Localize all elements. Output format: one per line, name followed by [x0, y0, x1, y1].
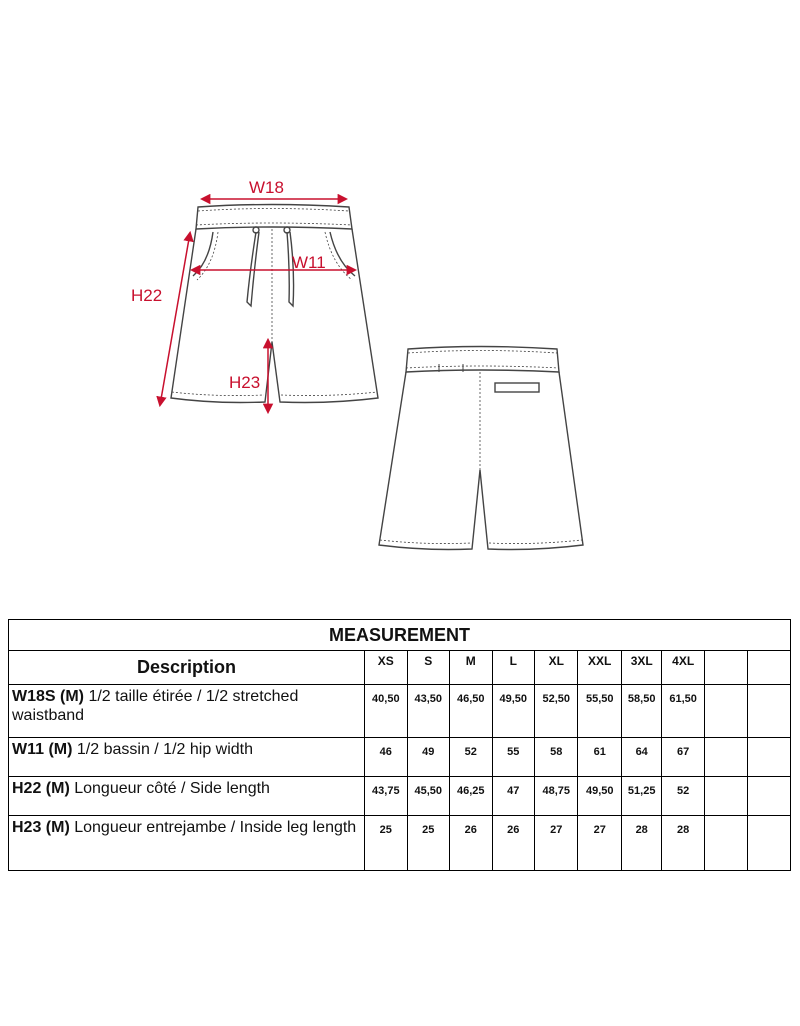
table-row — [9, 738, 791, 777]
table-cell: 52 — [450, 738, 492, 777]
table-cell: 49,50 — [578, 777, 621, 816]
front-view-shorts — [171, 205, 378, 403]
size-header-empty — [704, 651, 747, 685]
front-body-outline — [171, 229, 378, 403]
table-cell: 58,50 — [621, 685, 661, 738]
table-cell: 55 — [492, 738, 534, 777]
back-body-outline — [379, 372, 583, 550]
row-text: 1/2 taille étirée / 1/2 stretched waistband — [12, 688, 299, 724]
table-cell: 58 — [535, 738, 578, 777]
table-cell: 55,50 — [578, 685, 621, 738]
table-cell: 52 — [662, 777, 704, 816]
back-pocket-welt — [495, 383, 539, 392]
w11-label: W11 — [292, 253, 326, 272]
row-text: Longueur entrejambe / Inside leg length — [69, 819, 357, 836]
row-code: W18S (M) — [12, 688, 84, 705]
table-cell: 40,50 — [365, 685, 407, 738]
size-header-empty — [748, 651, 791, 685]
table-cell: 49 — [407, 738, 449, 777]
table-cell: 27 — [578, 816, 621, 871]
table-cell-empty — [748, 738, 791, 777]
table-cell: 25 — [365, 816, 407, 871]
table-cell: 46,50 — [450, 685, 492, 738]
h23-label: H23 — [229, 373, 261, 392]
table-cell-empty — [704, 816, 747, 871]
table-header-row — [9, 651, 791, 685]
measurement-table — [8, 619, 791, 871]
table-row — [9, 777, 791, 816]
row-description — [9, 816, 365, 871]
table-cell: 46 — [365, 738, 407, 777]
size-header: XS — [365, 651, 407, 685]
size-header: XXL — [578, 651, 621, 685]
table-cell: 67 — [662, 738, 704, 777]
table-cell: 45,50 — [407, 777, 449, 816]
size-header: XL — [535, 651, 578, 685]
w18-label: W18 — [249, 178, 284, 197]
table-cell: 25 — [407, 816, 449, 871]
row-code: H23 (M) — [12, 819, 70, 836]
table-cell-empty — [748, 685, 791, 738]
dimension-labels — [131, 178, 326, 392]
table-cell-empty — [704, 685, 747, 738]
table-row — [9, 685, 791, 738]
size-header: 4XL — [662, 651, 704, 685]
table-row — [9, 816, 791, 871]
table-title: MEASUREMENT — [9, 620, 791, 651]
back-waistband — [406, 347, 559, 373]
table-cell: 51,25 — [621, 777, 661, 816]
table-cell: 27 — [535, 816, 578, 871]
table-cell-empty — [748, 816, 791, 871]
table-cell: 43,75 — [365, 777, 407, 816]
table-cell: 52,50 — [535, 685, 578, 738]
table-cell: 26 — [450, 816, 492, 871]
table-cell-empty — [748, 777, 791, 816]
table-cell: 28 — [662, 816, 704, 871]
front-drawstring-left — [247, 232, 259, 306]
row-code: W11 (M) — [12, 741, 73, 758]
back-view-shorts — [379, 347, 583, 550]
row-description — [9, 777, 365, 816]
description-header: Description — [9, 651, 365, 685]
table-cell-empty — [704, 738, 747, 777]
table-cell: 26 — [492, 816, 534, 871]
h22-dimension-line — [160, 233, 190, 405]
size-header: 3XL — [621, 651, 661, 685]
size-header: M — [450, 651, 492, 685]
table-cell: 48,75 — [535, 777, 578, 816]
table-cell: 49,50 — [492, 685, 534, 738]
h22-label: H22 — [131, 286, 163, 305]
table-cell-empty — [704, 777, 747, 816]
table-cell: 64 — [621, 738, 661, 777]
table-cell: 43,50 — [407, 685, 449, 738]
row-description — [9, 738, 365, 777]
row-text: Longueur côté / Side length — [69, 780, 270, 797]
table-cell: 47 — [492, 777, 534, 816]
size-header: L — [492, 651, 534, 685]
table-cell: 61 — [578, 738, 621, 777]
row-description — [9, 685, 365, 738]
row-code: H22 (M) — [12, 780, 70, 797]
table-cell: 28 — [621, 816, 661, 871]
row-text: 1/2 bassin / 1/2 hip width — [72, 741, 254, 758]
table-cell: 61,50 — [662, 685, 704, 738]
size-header: S — [407, 651, 449, 685]
table-cell: 46,25 — [450, 777, 492, 816]
